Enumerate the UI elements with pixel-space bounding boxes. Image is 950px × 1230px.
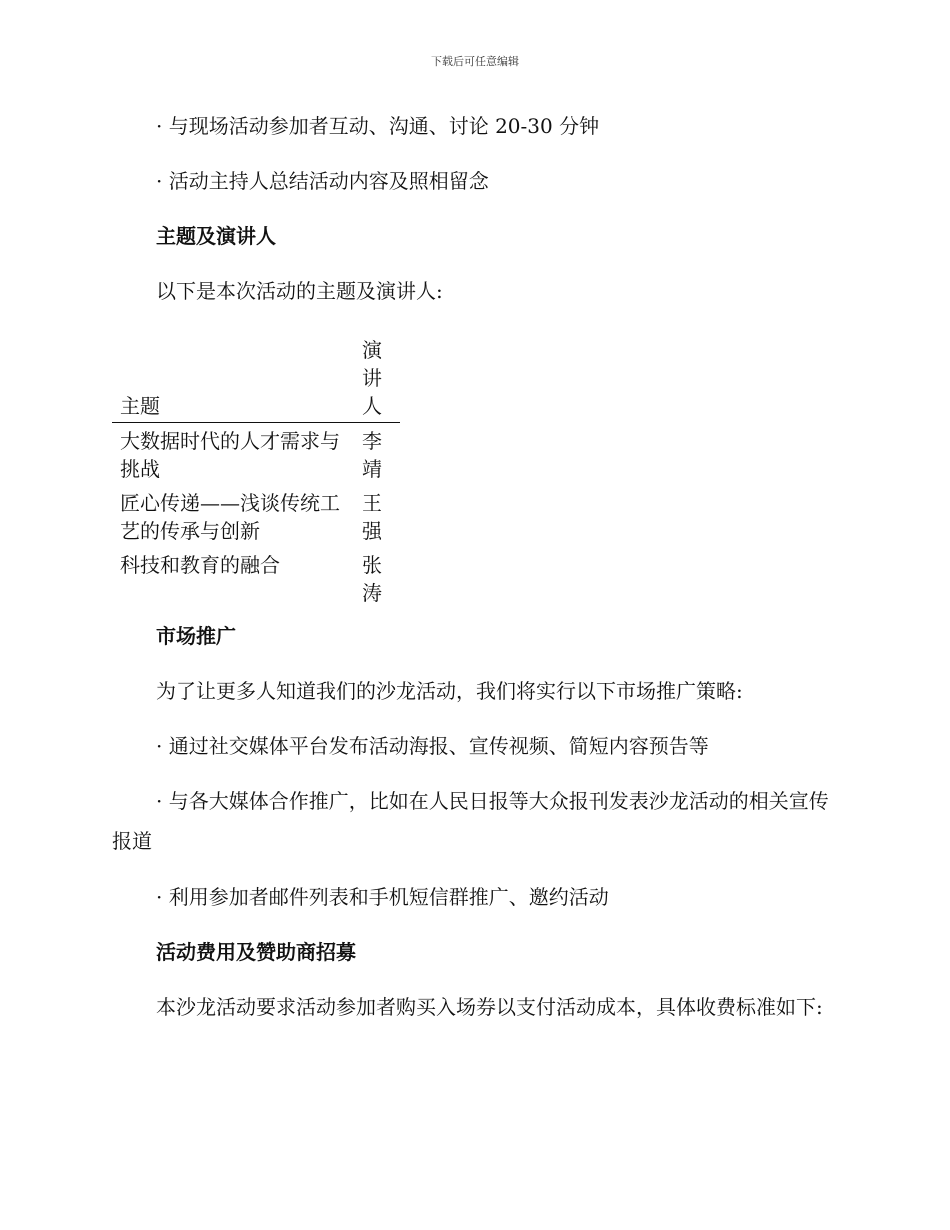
- topic-cell: 科技和教育的融合: [120, 553, 280, 577]
- topics-intro: 以下是本次活动的主题及演讲人:: [156, 279, 443, 303]
- page-header: 下载后可任意编辑: [431, 55, 519, 68]
- speaker-cell: 张涛: [362, 553, 382, 605]
- speaker-cell: 李靖: [362, 429, 382, 481]
- speakers-table: [112, 336, 400, 609]
- section-heading-topics: 主题及演讲人: [156, 224, 276, 248]
- section-heading-marketing: 市场推广: [156, 624, 236, 648]
- table-row: [112, 547, 400, 609]
- speaker-cell: 王强: [362, 491, 382, 543]
- costs-intro: 本沙龙活动要求活动参加者购买入场券以支付活动成本，具体收费标准如下:: [156, 995, 823, 1019]
- bullet-media-partners: · 与各大媒体合作推广，比如在人民日报等大众报刊发表沙龙活动的相关宣传报道: [112, 789, 829, 853]
- bullet-interaction: · 与现场活动参加者互动、沟通、讨论 20-30 分钟: [156, 114, 600, 138]
- column-header-speaker: 演讲人: [354, 336, 400, 423]
- section-heading-costs: 活动费用及赞助商招募: [156, 940, 356, 964]
- bullet-social-media: · 通过社交媒体平台发布活动海报、宣传视频、简短内容预告等: [156, 734, 709, 758]
- table-header-row: [112, 336, 400, 423]
- topic-cell: 大数据时代的人才需求与挑战: [120, 429, 340, 481]
- marketing-intro: 为了让更多人知道我们的沙龙活动，我们将实行以下市场推广策略:: [156, 679, 743, 703]
- bullet-email-sms: · 利用参加者邮件列表和手机短信群推广、邀约活动: [156, 885, 609, 909]
- table-row: [112, 485, 400, 547]
- table-row: [112, 423, 400, 486]
- topic-cell: 匠心传递——浅谈传统工艺的传承与创新: [120, 491, 340, 543]
- column-header-topic: 主题: [112, 336, 354, 423]
- bullet-summary: · 活动主持人总结活动内容及照相留念: [156, 169, 489, 193]
